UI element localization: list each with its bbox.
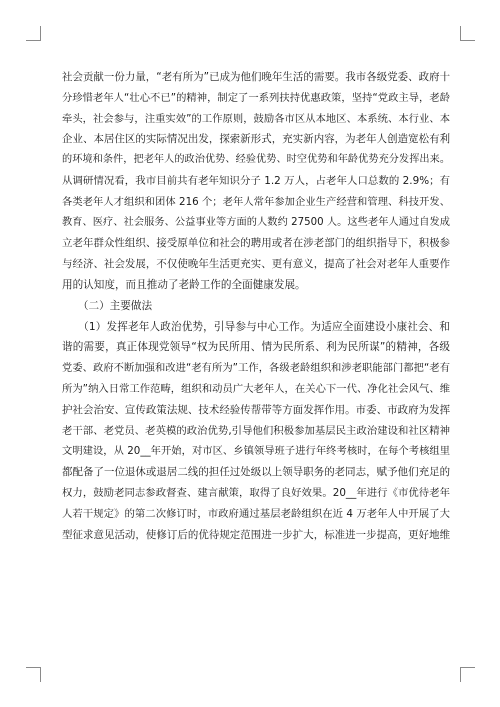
crop-mark-bottom-right: [460, 667, 475, 682]
crop-mark-top-right: [460, 26, 475, 41]
paragraph-line: 都配备了一位退休或退居二线的担任过处级以上领导职务的老同志，赋予他们充足的: [62, 466, 450, 479]
paragraph-line: 企业、本居住区的实际情况出发，探索新形式，充实新内容，为老年人创造宽松有利: [62, 133, 450, 146]
paragraph-line: 谐的需要，真正体现党领导“权为民所用、情为民所系、利为民所谋”的精神，各级: [62, 341, 450, 354]
paragraph-line: 分珍惜老年人“壮心不已”的精神，制定了一系列扶持优惠政策，坚持“党政主导，老龄: [62, 91, 450, 104]
paragraph-line: （1）发挥老年人政治优势，引导参与中心工作。为适应全面建设小康社会、和: [62, 320, 450, 333]
paragraph-line: 与经济、社会发展，不仅使晚年生活更充实、更有意义，提高了社会对老年人重要作: [62, 258, 450, 271]
paragraph-line: 权力，鼓励老同志参政督查、建言献策，取得了良好效果。20__年进行《市优待老年: [62, 486, 450, 499]
paragraph-line: 社会贡献一份力量，“老有所为”已成为他们晚年生活的需要。我市各级党委、政府十: [62, 71, 450, 83]
paragraph-line: 所为”纳入日常工作范畴，组织和动员广大老年人，在关心下一代、净化社会风气、维: [62, 382, 450, 395]
paragraph-line: 各类老年人才组织和团体 216 个；老年人常年参加企业生产经营和管理、科技开发、: [62, 195, 450, 208]
crop-mark-bottom-left: [26, 667, 41, 682]
crop-mark-top-left: [26, 26, 41, 41]
paragraph-line: 护社会治安、宣传政策法规、技术经验传帮带等方面发挥作用。市委、市政府为发挥: [62, 403, 450, 416]
paragraph-line: 教育、医疗、社会服务、公益事业等方面的人数约 27500 人。这些老年人通过自发成: [62, 216, 450, 228]
paragraph-line: 用的认知度，而且推动了老龄工作的全面健康发展。: [62, 278, 306, 291]
paragraph-line: 从调研情况看，我市目前共有老年知识分子 1.2 万人，占老年人口总数的 2.9%；有: [62, 174, 450, 187]
paragraph-line: 牵头，社会参与，注重实效”的工作原则，鼓励各市区从本地区、本系统、本行业、本: [62, 112, 450, 125]
paragraph-line: 立老年群众性组织、接受原单位和社会的聘用或者在涉老部门的组织指导下，积极参: [62, 237, 450, 250]
paragraph-line: 的环境和条件，把老年人的政治优势、经验优势、时空优势和年龄优势充分发挥出来。: [62, 154, 450, 166]
paragraph-line: 人若干规定》的第二次修订时，市政府通过基层老龄组织在近 4 万老年人中开展了大: [62, 507, 450, 520]
paragraph-line: 老干部、老党员、老英模的政治优势,引导他们积极参加基层民主政治建设和社区精神: [62, 424, 450, 437]
document-body: [62, 67, 450, 545]
paragraph-line: 文明建设，从 20__年开始，对市区、乡镇领导班子进行年终考核时，在每个考核组里: [62, 445, 450, 458]
section-heading: （二）主要做法: [62, 299, 153, 312]
paragraph-line: 党委、政府不断加强和改进“老有所为”工作，各级老龄组织和涉老职能部门都把“老有: [62, 362, 450, 375]
paragraph-line: 型征求意见活动，使修订后的优待规定范围进一步扩大，标准进一步提高，更好地维: [62, 528, 450, 541]
